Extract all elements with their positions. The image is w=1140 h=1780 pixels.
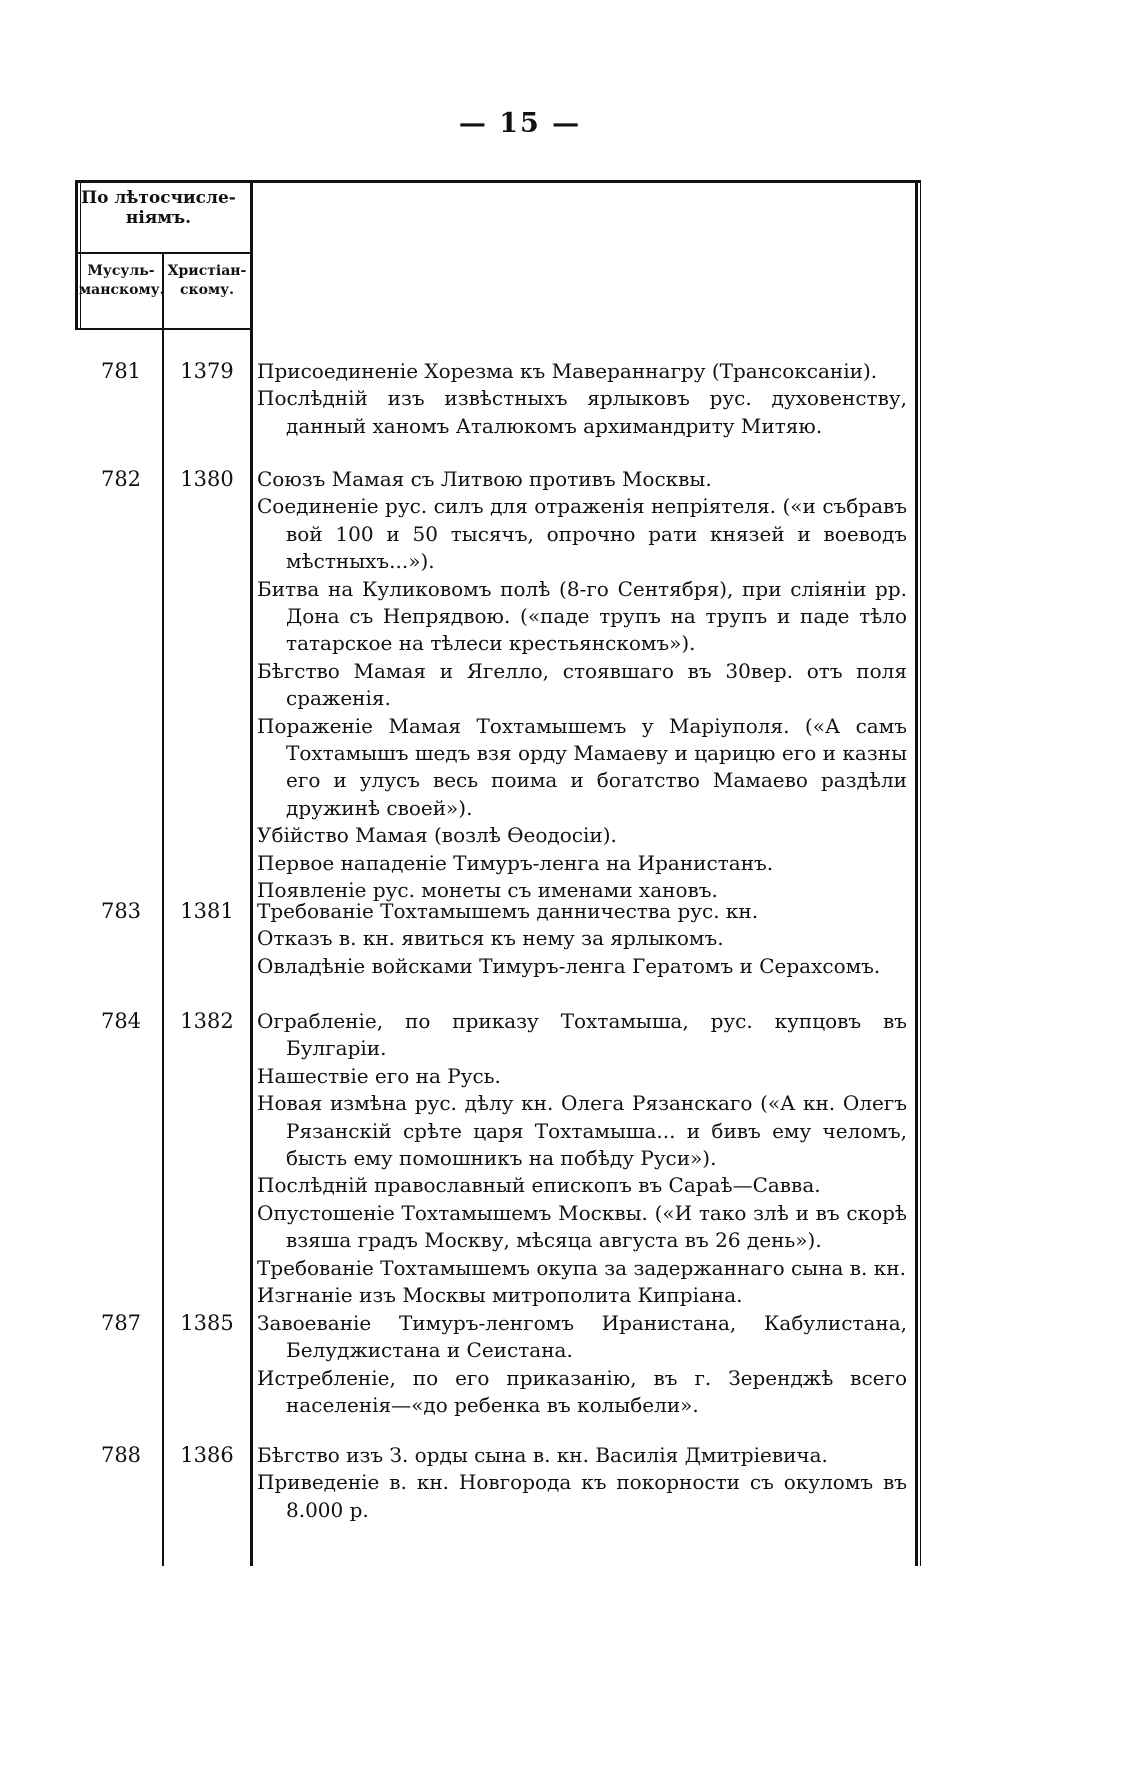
entry: Послѣдній изъ извѣстныхъ ярлыковъ рус. духовенству, данный ханомъ Аталюкомъ архимандриту Митяю. — [257, 386, 907, 438]
muslim-year: 787 — [100, 1311, 142, 1335]
entry: Убійство Мамая (возлѣ Ѳеодосіи). — [257, 823, 617, 848]
entry: Битва на Куликовомъ полѣ (8-го Сентября), при сліяніи рр. Дона съ Непрядвою. («паде трупъ на трупъ и паде тѣло татарское на тѣлеси крестьянскомъ»). — [257, 576, 907, 656]
entry: Изгнаніе изъ Москвы митрополита Кипріана. — [257, 1283, 743, 1308]
christian-year: 1380 — [180, 467, 234, 491]
page-number: — 15 — — [458, 108, 582, 139]
entry: Приведеніе в. кн. Новгорода къ покорности съ окуломъ въ 8.000 р. — [257, 1470, 907, 1522]
entry-group — [257, 466, 907, 905]
entry-group — [257, 898, 907, 980]
entry: Ограбленіе, по приказу Тохтамыша, рус. купцовъ въ Булгаріи. — [257, 1009, 907, 1061]
table-right-border-inner — [920, 180, 921, 1566]
christian-year: 1386 — [180, 1443, 234, 1467]
header-title: По лѣтосчисле-ніямъ. — [81, 188, 236, 229]
chronology-table — [75, 180, 921, 1566]
muslim-year: 788 — [100, 1443, 142, 1467]
entry: Требованіе Тохтамышемъ окупа за задержаннаго сына в. кн. — [257, 1255, 906, 1280]
entry-group — [257, 358, 907, 440]
christian-calendar-header: Христіан-скому. — [167, 263, 247, 298]
entries-column-divider — [250, 180, 253, 1566]
christian-year: 1385 — [180, 1311, 234, 1335]
entry: Требованіе Тохтамышемъ данничества рус. кн. — [257, 899, 759, 923]
entry: Первое нападеніе Тимуръ-ленга на Иранистанъ. — [257, 850, 774, 875]
entry: Опустошеніе Тохтамышемъ Москвы. («И тако злѣ и въ скорѣ взяша градъ Москву, мѣсяца августа въ 26 день»). — [257, 1200, 907, 1253]
muslim-calendar-header: Мусуль-манскому. — [79, 263, 165, 298]
table-right-border — [915, 180, 918, 1566]
table-left-border — [75, 180, 78, 330]
muslim-year: 782 — [100, 467, 142, 491]
entry: Отказъ в. кн. явиться къ нему за ярлыкомъ. — [257, 926, 724, 951]
muslim-year: 784 — [100, 1009, 142, 1033]
table-top-border — [75, 180, 921, 183]
muslim-year: 783 — [100, 899, 142, 923]
entry-group — [257, 1310, 907, 1420]
entry: Истребленіе, по его приказанію, въ г. Зеренджѣ всего населенія—«до ребенка въ колыбели». — [257, 1365, 907, 1418]
entry: Послѣдній православный епископъ въ Сараѣ—Савва. — [257, 1173, 821, 1198]
entry: Бѣгство изъ З. орды сына в. кн. Василія Дмитріевича. — [257, 1443, 828, 1467]
christian-year: 1379 — [180, 359, 234, 383]
entry: Пораженіе Мамая Тохтамышемъ у Маріуполя. («А самъ Тохтамышъ шедъ взя орду Мамаеву и царицю его и казны его и улусъ весь поима и богатство Мамаево раздѣли дружинѣ своей»). — [257, 713, 907, 820]
entry: Появленіе рус. монеты съ именами хановъ. — [257, 878, 718, 903]
entry: Присоединеніе Хорезма къ Мавераннагру (Трансоксаніи). — [257, 359, 878, 383]
entry: Завоеваніе Тимуръ-ленгомъ Иранистана, Кабулистана, Белуджистана и Сеистана. — [257, 1311, 907, 1363]
entry: Овладѣніе войсками Тимуръ-ленга Гератомъ и Серахсомъ. — [257, 953, 881, 978]
entry: Соединеніе рус. силъ для отраженія непріятеля. («и събравъ вой 100 и 50 тысячъ, опрочно рати князей и воеводъ мѣстныхъ...»). — [257, 494, 907, 574]
christian-year: 1381 — [180, 899, 234, 923]
muslim-year: 781 — [100, 359, 142, 383]
entry: Союзъ Мамая съ Литвою противъ Москвы. — [257, 467, 712, 491]
entry: Бѣгство Мамая и Ягелло, стоявшаго въ 30вер. отъ поля сраженія. — [257, 658, 907, 711]
entry-group — [257, 1008, 907, 1309]
entry: Новая измѣна рус. дѣлу кн. Олега Рязанскаго («А кн. Олегъ Рязанскій срѣте царя Тохтамыша... и бивъ ему челомъ, бысть ему помошникъ на побѣду Руси»). — [257, 1091, 907, 1171]
entry: Нашествіе его на Русь. — [257, 1063, 501, 1088]
christian-year: 1382 — [180, 1009, 234, 1033]
entry-group — [257, 1442, 907, 1524]
